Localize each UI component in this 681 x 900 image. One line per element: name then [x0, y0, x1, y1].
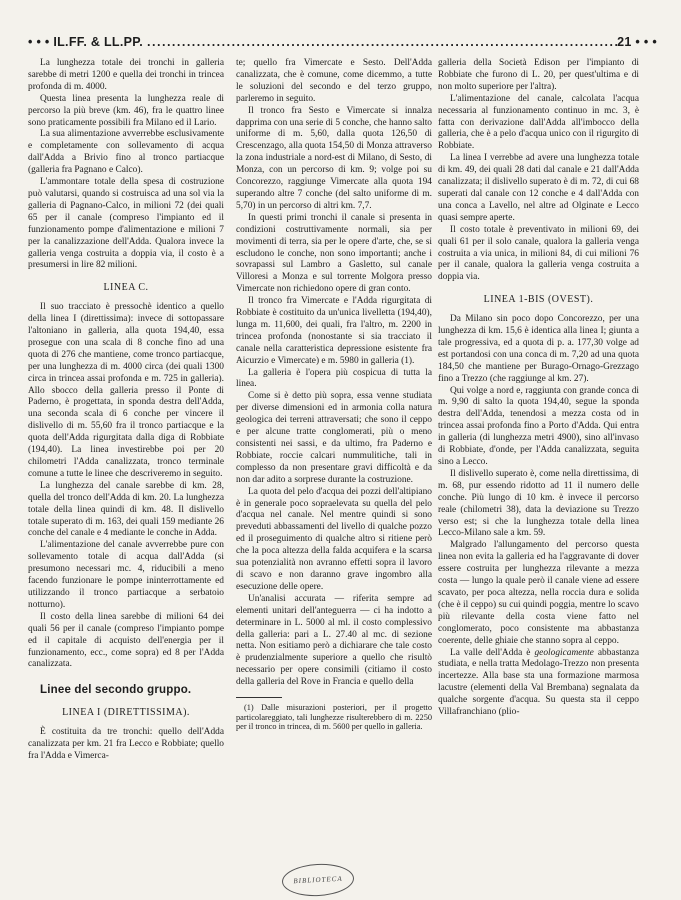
paragraph	[438, 648, 639, 719]
paragraph: Il costo della linea sarebbe di milioni 64 dei quali 56 per il canale (compreso l'impianto pompe ed il capitale di acquisto dell'energia per il funzionamento, ecc., come sopra) ed 8 per l'Adda canalizzata.	[28, 611, 224, 670]
paragraph: La linea I verrebbe ad avere una lunghezza totale di km. 49, dei quali 28 dati dal canale e 21 dall'Adda canalizzata; il dislivello superato è di m. 72, di cui 68 superati dal canale con 12 conche e 4 dall'Adda con una conca a Lavello, nel altre ad Olginate e Lecco quasi sempre aperte.	[438, 153, 639, 223]
paragraph: Qui volge a nord e, raggiunta con grande conca di m. 9,90 di salto la quota 194,40, segue la sponda destra dell'Adda, tenendosi a mezza costa od in trincea assai profonda fino a Porto d'Adda. Qui entra in galleria (di lunghezza metri 4900), sino all'invaso di Robbiate, d'onde, per l'Adda canalizzata, seguita sino a Lecco.	[438, 385, 639, 467]
paragraph: Il tronco fra Vimercate e l'Adda rigurgitata di Robbiate è costituito da un'unica livelletta (194,40), lunga m. 11,600, dei quali, fra l'altro, m. 2200 in trincea profonda (nonostante si sia tracciato il canale nella caratteristica depressione esistente fra Aicurzio e Vimercate) e m. 5980 in galleria (1).	[236, 296, 432, 366]
paragraph: In questi primi tronchi il canale si presenta in condizioni costruttivamente normali, sia per movimenti di terra, sia per le opere d'arte, che, se si escludono le conche, non sono importanti; anche i sovrapassi sul Lambro a Gasletto, sul canale Villoresi a Monza e sul torrente Molgora presso Vimercate non richiedono opere di gran conto.	[236, 212, 432, 295]
paragraph: La quota del pelo d'acqua dei pozzi dell'altipiano è in generale poco sopraelevata su quella del pelo d'acqua nel canale. Nel mentre quindi si sono preveduti abbassamenti del livello di qualche pozzo ed il proseguimento di qualche altro si ritiene però che la poca altezza della falda acquifera e la scarsa sua potenzialità non avranno effetti sopra il lavoro di scavo e non daranno grave ingombro alla esecuzione delle opere.	[236, 486, 432, 592]
subheading-linea-c: LINEA C.	[103, 282, 149, 294]
paragraph: te; quello fra Vimercate e Sesto. Dell'Adda canalizzata, che è comune, come dicemmo, a tutte le soluzioni del secondo e del terzo gruppo, parleremo in seguito.	[236, 58, 432, 104]
column-middle	[236, 58, 432, 732]
dot-leader	[143, 35, 617, 49]
paragraph: Un'analisi accurata — riferita sempre ad elementi unitari dell'anteguerra — ci ha indotto a determinare in L. 5000 al ml. il costo complessivo della galleria: pari a L. 27.40 al mc. di sezione netta. Non esitiamo però a dichiarare che tale costo è prudenzialmente superiore a quello che risultò necessario per opere consimili (citiamo il costo della galleria del Rove in Francia e quello della	[236, 593, 432, 688]
paragraph: È costituita da tre tronchi: quello dell'Adda canalizzata per km. 21 fra Lecco e Robbiate; quello fra l'Adda e Vimerca-	[28, 727, 224, 761]
column-left	[28, 58, 224, 763]
paragraph: Il costo totale è preventivato in milioni 69, dei quali 61 per il solo canale, qualora la galleria venga costruita a via unica, in milioni 84, di cui milioni 76 per il canale, qualora la galleria venga costruita a doppia via.	[438, 224, 639, 283]
footnote-rule	[236, 697, 282, 698]
paragraph: L'ammontare totale della spesa di costruzione può valutarsi, quando si costruisca ad una sol via la galleria di Pagnano-Calco, in milioni 72 (dei quali 65 per il canale (compreso l'impianto ed il funzionamento pompe d'alimentazione e milioni 7 per la canalizzazione dell'Adda. Qualora invece la galleria venga costruita a doppia via, il costo è a presumersi in lire 82 milioni.	[28, 177, 224, 271]
paragraph: La lunghezza del canale sarebbe di km. 28, quella del tronco dell'Adda di km. 20. La lunghezza totale della linea quindi di km. 48. Il dislivello totale superato di m. 163, dei quali 159 mediante 26 conche del canale e 4 mediante le conche in Adda.	[28, 480, 224, 539]
paragraph: galleria della Società Edison per l'impianto di Robbiate che furono di L. 20, per quest'ultima e di non molto superiore per l'altra).	[438, 58, 639, 92]
paragraph: Da Milano sin poco dopo Concorezzo, per una lunghezza di km. 15,6 è identica alla linea I; giunta a tale progressiva, ed a quota di p. a. 177,30 volge ad est portandosi con una conca di m. 7,20 ad una quota 184,50 che mantiene per Burago-Ornago-Grezzago fino a Trezzo (che raggiunge al km. 27).	[438, 314, 639, 384]
column-right	[438, 58, 639, 719]
running-header	[28, 34, 657, 50]
paragraph: La lunghezza totale dei tronchi in galleria sarebbe di metri 1200 e quella dei tronchi in trincea profonda di m. 4000.	[28, 58, 224, 92]
paragraph: Questa linea presenta la lunghezza reale di percorso la più breve (km. 46), fra le quattro linee sono praticamente possibili fra Milano ed il Lario.	[28, 93, 224, 128]
footnote: (1) Dalle misurazioni posteriori, per il progetto particolareggiato, tali lunghezze risulterebbero di m. 2250 per il tronco in trincea, di m. 5600 per quello in galleria.	[236, 703, 432, 732]
journal-title: • • • IL.FF. & LL.PP.	[28, 35, 144, 49]
paragraph: Il dislivello superato è, come nella direttissima, di m. 68, pur essendo ridotto ad 11 il numero delle conche. Più lungo di 10 km. è invece il percorso reale (chilometri 38), data la deviazione su Trezzo verso est; si che la lunghezza totale della linea Lecco-Milano sale a km. 59.	[438, 468, 639, 539]
text-run: abbastanza studiata, e nella tratta Medolago-Trezzo non presenta incertezze. Alla base sta una formazione marmosa lacustre (elementi della Val Brembana) segnalata da qualche sorgente d'acqua. Su questa sta il ceppo Villafranchiano (plio-	[438, 647, 640, 718]
subheading-linea-1-bis: LINEA 1-BIS (OVEST).	[483, 294, 594, 306]
text-run: La valle dell'Adda è	[450, 647, 535, 658]
section-heading: Linee del secondo gruppo.	[40, 684, 192, 697]
library-stamp	[281, 862, 355, 898]
paragraph: Come si è detto più sopra, essa venne studiata per diverse dimensioni ed in armonia colla natura geologica dei terreni attraversati; che sono il ceppo e per alcune tratte conglomerati, più o meno consistenti nei sassi, e da ultimo, fra Paderno e Robbiate, roccie calcari nummulitiche, tali in complesso da non presentare gravi difficoltà e da non dar adito a sorprese durante la costruzione.	[236, 391, 432, 485]
paragraph: L'alimentazione del canale avverrebbe pure con sollevamento totale di acqua dall'Adda (si presumono necessari mc. 4, riducibili a meno facendo funzionare le pompe ininterrottamente ed utilizzando il tronco partiacque a serbatoio notturno).	[28, 540, 224, 610]
stamp-text: BIBLIOTECA	[293, 874, 343, 886]
paragraph: Il tronco fra Sesto e Vimercate si innalza dapprima con una serie di 5 conche, che hanno salto uniforme di m. 5,60, dalla quota 126,50 di Crescenzago, alla quota 154,50 di Monza attraverso la zona industriale a nord-est di Milano, di Sesto, di Monza, con un percorso di km. 9; volge poi su Concorezzo, raggiunge Vimercate alla quota 194 superando altre 7 conche (del salto uniforme di m. 5,70) in un percorso di altri km. 7,7.	[236, 105, 432, 211]
subheading-linea-i: LINEA I (DIRETTISSIMA).	[62, 707, 190, 719]
paragraph: Il suo tracciato è pressochè identico a quello della linea I (direttissima): invece di sottopassare l'altoniano in galleria, alla quota 194,40, essa prosegue con una scala di 8 conche fino ad una quota di 276 che mantiene, come tronco partiacque, per una lunghezza di m. 4000 circa (dei quali 1300 circa in trincea assai profonda e m. 725 in galleria). Allo sbocco della galleria presso il Ponte di Paderno, è progettata, in sponda destra dell'Adda, una seconda scala di 6 conche per vincere il dislivello di m. 55,60 fra il tronco partiacque e la quota dell'Adda rigurgitata dalla diga di Robbiate (194,40). La linea investirebbe poi per 20 chilometri l'Adda canalizzata, tronco terminale comune a tutte le linee che descriveremo in seguito.	[28, 302, 224, 479]
paragraph: La galleria è l'opera più cospicua di tutta la linea.	[236, 367, 432, 390]
paragraph: L'alimentazione del canale, calcolata l'acqua necessaria al funzionamento continuo in mc. 3, è fatta con derivazione dall'Adda all'imbocco della galleria, che è a pelo d'acqua unico con il rigurgito di Robbiate.	[438, 93, 639, 152]
paragraph: Malgrado l'allungamento del percorso questa linea non evita la galleria ed ha l'aggravante di dover essere costruita per lunghezza rilevante a mezza costa — lungo la quale però il canale viene ad essere scavato, per poca altezza, nella roccia dura e solida (che è il ceppo) su cui quindi poggia, mentre lo scavo più rilevante della costa viene fatto nel conglomerato, poco consistente ma abbastanza coerente, delle ghiaie che stanno sopra al ceppo.	[438, 540, 639, 646]
paragraph: La sua alimentazione avverrebbe esclusivamente e completamente con sollevamento di acqua dall'Adda a Brivio fino al tronco partiacque (galleria fra Pagnano e Calco).	[28, 129, 224, 176]
italic-term: geologicamente	[534, 647, 594, 658]
page-number: 21 • • •	[617, 35, 657, 49]
